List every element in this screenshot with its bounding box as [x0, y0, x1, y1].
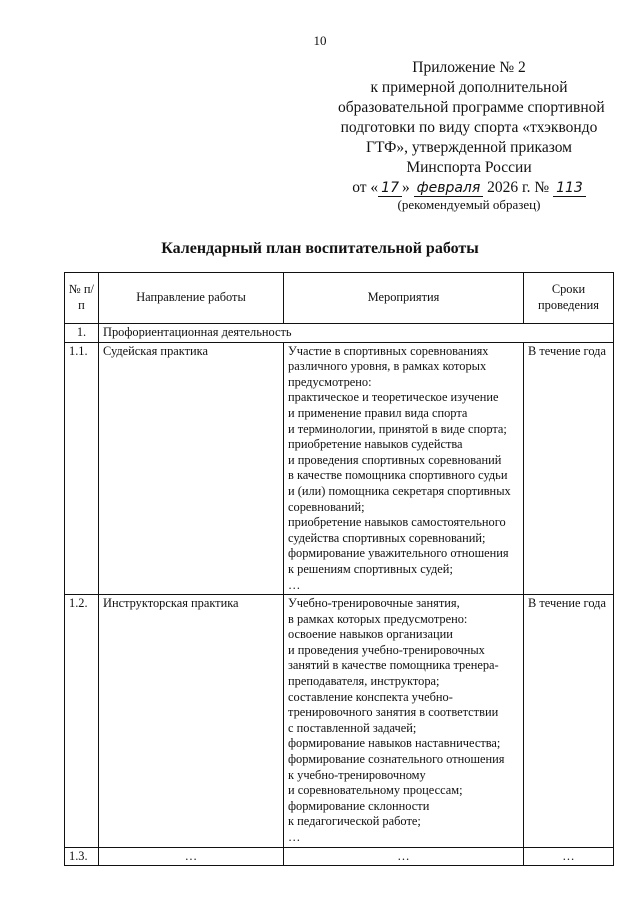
event-line: и применение правил вида спорта	[288, 405, 468, 420]
section-title: Профориентационная деятельность	[99, 324, 614, 343]
event-line: Учебно-тренировочные занятия,	[288, 596, 460, 611]
event-line: с поставленной задачей;	[288, 720, 417, 735]
event-line: соревнований;	[288, 499, 365, 514]
row-direction: Инструкторская практика	[99, 595, 284, 848]
event-line: к педагогической работе;	[288, 814, 421, 829]
event-line: предусмотрено:	[288, 374, 372, 389]
table-row	[65, 595, 614, 848]
row-timing: В течение года	[524, 342, 614, 595]
event-line: и проведения учебно-тренировочных	[288, 642, 485, 657]
table-row	[65, 342, 614, 595]
order-date-line	[338, 178, 600, 198]
table-header-row	[65, 273, 614, 324]
row-events: …	[284, 847, 524, 866]
event-line: формирование сознательного отношения	[288, 752, 505, 767]
header-timing: Сроки проведения	[524, 273, 614, 324]
row-num: 1.2.	[65, 595, 99, 848]
event-line: различного уровня, в рамках которых	[288, 359, 487, 374]
order-year: 2026 г. №	[487, 179, 550, 196]
appendix-line: подготовки по виду спорта «тхэквондо	[340, 119, 598, 136]
appendix-line: Минспорта России	[406, 159, 532, 176]
event-line: приобретение навыков судейства	[288, 437, 463, 452]
event-line: приобретение навыков самостоятельного	[288, 515, 506, 530]
order-day-handwritten: 17	[378, 180, 402, 197]
event-line: формирование склонности	[288, 798, 430, 813]
header-events: Мероприятия	[284, 273, 524, 324]
event-line: формирование уважительного отношения	[288, 546, 509, 561]
section-num: 1.	[65, 324, 99, 343]
document-title: Календарный план воспитательной работы	[161, 240, 479, 257]
event-line: в качестве помощника спортивного судьи	[288, 468, 508, 483]
recommended-sample-note: (рекомендуемый образец)	[397, 197, 541, 212]
event-line: и (или) помощника секретаря спортивных	[288, 483, 511, 498]
event-line: и проведения спортивных соревнований	[288, 452, 502, 467]
event-line: …	[288, 577, 301, 592]
row-events	[284, 342, 524, 595]
event-line: преподавателя, инструктора;	[288, 674, 440, 689]
row-direction: Судейская практика	[99, 342, 284, 595]
appendix-line: ГТФ», утвержденной приказом	[365, 139, 572, 156]
event-line: и соревновательному процессам;	[288, 783, 463, 798]
appendix-line: к примерной дополнительной	[370, 79, 568, 96]
row-num: 1.3.	[65, 847, 99, 866]
page-number: 10	[313, 33, 327, 48]
header-direction: Направление работы	[99, 273, 284, 324]
event-line: составление конспекта учебно-	[288, 689, 453, 704]
event-line: судейства спортивных соревнований;	[288, 530, 486, 545]
appendix-line: образовательной программе спортивной	[338, 99, 605, 116]
order-prefix: от «	[352, 179, 379, 196]
table-row-last	[65, 847, 614, 866]
event-line: практическое и теоретическое изучение	[288, 390, 499, 405]
event-line: и терминологии, принятой в виде спорта;	[288, 421, 507, 436]
event-line: Участие в спортивных соревнованиях	[288, 343, 489, 358]
row-direction: …	[99, 847, 284, 866]
row-events	[284, 595, 524, 848]
row-timing: …	[524, 847, 614, 866]
row-timing: В течение года	[524, 595, 614, 848]
plan-table	[64, 272, 614, 866]
row-num: 1.1.	[65, 342, 99, 595]
event-line: …	[288, 830, 301, 844]
event-line: к решениям спортивных судей;	[288, 561, 453, 576]
event-line: тренировочного занятия в соответствии	[288, 705, 499, 720]
event-line: занятий в качестве помощника тренера-	[288, 658, 499, 673]
section-row	[65, 324, 614, 343]
event-line: в рамках которых предусмотрено:	[288, 611, 468, 626]
event-line: формирование навыков наставничества;	[288, 736, 501, 751]
event-line: к учебно-тренировочному	[288, 767, 426, 782]
header-num: № п/п	[65, 273, 99, 324]
event-line: освоение навыков организации	[288, 627, 453, 642]
appendix-line: Приложение № 2	[412, 59, 526, 76]
order-number-handwritten: 113	[553, 180, 586, 197]
order-quote-close: »	[401, 179, 410, 196]
appendix-block	[338, 58, 605, 198]
order-month-handwritten: февраля	[414, 180, 484, 197]
